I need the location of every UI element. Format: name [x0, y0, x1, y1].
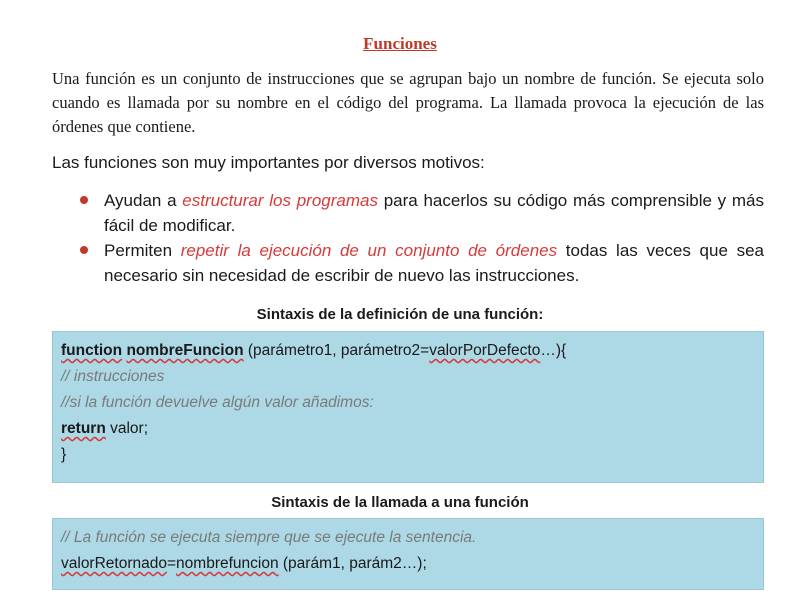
bullet-text: Ayudan a — [104, 191, 183, 210]
code-comment: //si la función devuelve algún valor añadimos: — [61, 394, 374, 411]
intro-paragraph: Una función es un conjunto de instrucciones que se agrupan bajo un nombre de función. Se ejecuta solo cuando es llamada por su nombre en el código del programa. La llamada provoca la ejecución de las órdenes que contiene. — [52, 69, 764, 136]
list-item — [52, 238, 764, 288]
function-keyword: function — [61, 342, 123, 359]
bullet-icon — [80, 246, 88, 254]
variable-name: valorRetornado — [61, 555, 167, 572]
return-keyword: return — [61, 420, 106, 437]
code-closing-brace: } — [61, 446, 67, 463]
page-title: Funciones — [363, 34, 437, 53]
bullet-text: Permiten — [104, 241, 181, 260]
code-line — [61, 338, 755, 364]
bullet-emphasis: repetir la ejecución de un conjunto de órdenes — [180, 241, 558, 260]
definition-heading: Sintaxis de la definición de una función: — [256, 306, 544, 323]
bullet-text: para hacerlos su código más comprensible y más fácil de modificar. — [104, 191, 764, 235]
code-comment: // La función se ejecuta siempre que se ejecute la sentencia. — [61, 529, 477, 546]
params-close: …){ — [540, 342, 567, 359]
code-line — [61, 551, 755, 577]
motives-paragraph: Las funciones son muy importantes por diversos motivos: — [52, 153, 485, 172]
motives-list — [52, 188, 764, 288]
bullet-emphasis: estructurar los programas — [182, 191, 378, 210]
function-name: nombreFuncion — [126, 342, 244, 359]
call-code-box — [52, 518, 764, 590]
function-name: nombrefuncion — [176, 555, 279, 572]
call-heading: Sintaxis de la llamada a una función — [271, 494, 529, 511]
call-args: (parám1, parám2…); — [278, 555, 427, 572]
bullet-text: todas las veces que sea necesario sin necesidad de escribir de nuevo las instrucciones. — [104, 241, 764, 285]
list-item — [52, 188, 764, 238]
code-line — [61, 416, 755, 442]
bullet-icon — [80, 196, 88, 204]
params-text: (parámetro1, parámetro2= — [243, 342, 430, 359]
return-value: valor; — [105, 420, 149, 437]
definition-code-box — [52, 331, 764, 483]
equals-sign: = — [166, 555, 177, 572]
code-comment: // instrucciones — [61, 368, 165, 385]
default-param: valorPorDefecto — [429, 342, 541, 359]
